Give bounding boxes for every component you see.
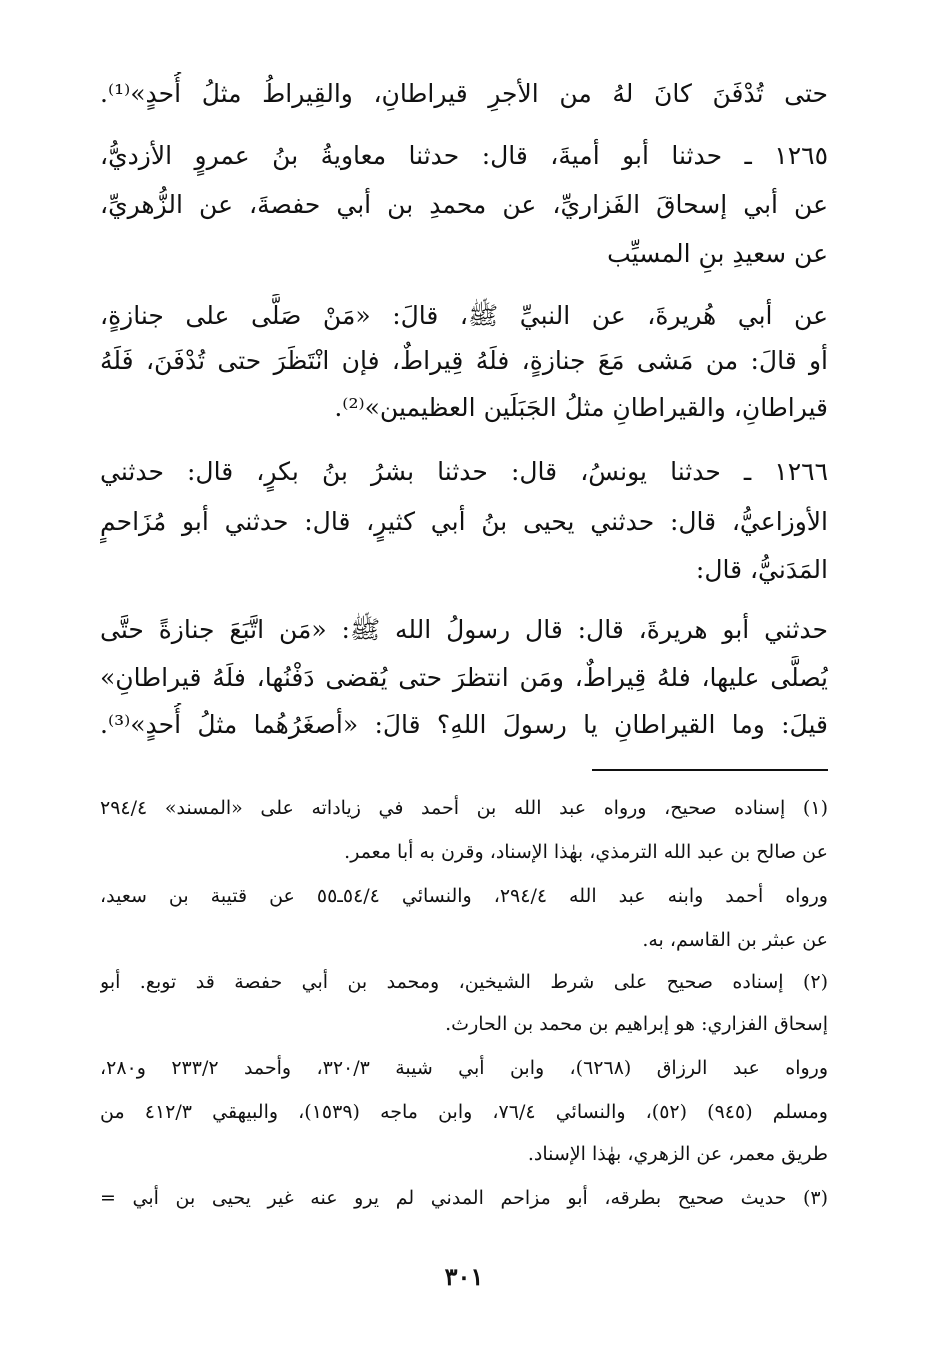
- text-line: حتى تُدْفَنَ كانَ لهُ من الأجرِ قيراطانِ، والقِيراطُ مثلُ أُحدٍ»⁽¹⁾.: [100, 79, 828, 108]
- footnote-line: ومسلم (٩٤٥) (٥٢)، والنسائي ٧٦/٤، وابن ماجه (١٥٣٩)، والبيهقي ٤١٢/٣ من: [100, 1101, 828, 1123]
- text-line: عن أبي هُريرةَ، عن النبيِّ ﷺ، قالَ: «مَنْ صَلَّى على جنازةٍ،: [100, 301, 828, 330]
- footnote-line: عن صالح بن عبد الله الترمذي، بهٰذا الإسناد، وقرن به أبا معمر.: [344, 841, 828, 863]
- text-line: حدثني أبو هريرةَ، قال: قال رسولُ الله ﷺ: «مَن اتَّبَعَ جنازةً حتَّى: [100, 615, 828, 644]
- text-line: المَدَنيُّ، قال:: [695, 555, 828, 584]
- text-line: عن أبي إسحاقَ الفَزاريِّ، عن محمدِ بن أبي حفصةَ، عن الزُّهريِّ،: [100, 190, 828, 219]
- hadith-1265-line: ١٢٦٥ ـ حدثنا أبو أميةَ، قال: حدثنا معاويةُ بنُ عمروٍ الأزديُّ،: [100, 141, 828, 170]
- text-line: قيلَ: وما القيراطانِ يا رسولَ اللهِ؟ قالَ: «أصغَرُهُما مثلُ أُحدٍ»⁽³⁾.: [100, 710, 828, 739]
- footnote-3-line: (٣) حديث صحيح بطرقه، أبو مزاحم المدني لم يرو عنه غير يحيى بن أبي =: [100, 1187, 828, 1209]
- text-line: أو قالَ: من مَشى مَعَ جنازةٍ، فلَهُ قِيراطٌ، فإن انْتَظَرَ حتى تُدْفَنَ، فَلَهُ: [100, 346, 828, 375]
- footnote-2-line: (٢) إسناده صحيح على شرط الشيخين، ومحمد بن أبي حفصة قد توبع. أبو: [100, 971, 828, 993]
- page-number: ٣٠١: [444, 1262, 484, 1291]
- footnote-line: طريق معمر، عن الزهري، بهٰذا الإسناد.: [527, 1143, 828, 1165]
- hadith-1266-line: ١٢٦٦ ـ حدثنا يونسُ، قال: حدثنا بشرُ بنُ بكرٍ، قال: حدثني: [100, 457, 828, 486]
- footnote-separator: [592, 769, 828, 771]
- text-line: قيراطانِ، والقيراطانِ مثلُ الجَبَلَين العظيمين»⁽²⁾.: [334, 393, 828, 422]
- text-line: عن سعيدِ بنِ المسيِّب: [607, 239, 828, 268]
- text-line: الأوزاعيُّ، قال: حدثني يحيى بنُ أبي كثيرٍ، قال: حدثني أبو مُزَاحمٍ: [100, 507, 828, 536]
- footnote-line: ورواه عبد الرزاق (٦٢٦٨)، وابن أبي شيبة ٣٢٠/٣، وأحمد ٢٣٣/٢ و٢٨٠،: [100, 1057, 828, 1079]
- footnote-line: ورواه أحمد وابنه عبد الله ٢٩٤/٤، والنسائي ٥٤/٤ـ٥٥ عن قتيبة بن سعيد،: [100, 885, 828, 907]
- footnote-line: إسحاق الفزاري: هو إبراهيم بن محمد بن الحارث.: [445, 1013, 828, 1035]
- footnote-1-line: (١) إسناده صحيح، ورواه عبد الله بن أحمد في زياداته على «المسند» ٢٩٤/٤: [100, 797, 828, 819]
- footnote-line: عن عبثر بن القاسم، به.: [642, 929, 828, 951]
- text-line: يُصلَّى عليها، فلهُ قِيراطٌ، ومَن انتظرَ حتى يُقضى دَفْنُها، فلَهُ قيراطانِ»: [100, 663, 828, 692]
